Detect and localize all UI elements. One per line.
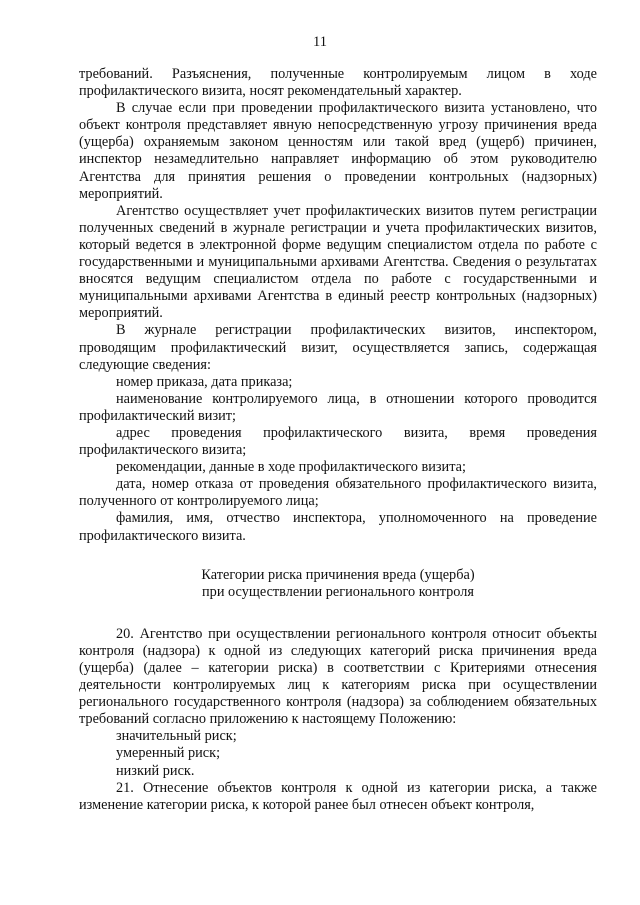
section-heading-line: Категории риска причинения вреда (ущерба) xyxy=(201,566,475,583)
paragraph: 20. Агентство при осуществлении регионального контроля относит объекты контроля (надзора) к одной из следующих категорий риска причинения вреда (ущерба) (далее – категории риска) в соответствии с Критериями отнесения деятельности контролируемых лиц к категориям риска при осуществлении регионального государственного контроля (надзора) за соблюдением обязательных требований согласно приложению к настоящему Положению: xyxy=(79,625,597,728)
document-body xyxy=(79,66,597,814)
list-item: рекомендации, данные в ходе профилактического визита; xyxy=(116,459,466,476)
list-item: наименование контролируемого лица, в отношении которого проводится профилактический визит; xyxy=(79,390,597,424)
paragraph: требований. Разъяснения, полученные контролируемым лицом в ходе профилактического визита, носят рекомендательный характер. xyxy=(79,66,597,100)
paragraph: Агентство осуществляет учет профилактических визитов путем регистрации полученных сведений в журнале регистрации и учета профилактических визитов, который ведется в электронной форме ведущим специалистом отдела по работе с государственными и муниципальными архивами Агентства. Сведения о результатах вносятся ведущим специалистом отдела по работе с государственными и муниципальными архивами Агентства в единый реестр контрольных (надзорных) мероприятий. xyxy=(79,202,597,322)
section-heading-line: при осуществлении регионального контроля xyxy=(202,584,474,601)
paragraph: В случае если при проведении профилактического визита установлено, что объект контроля представляет явную непосредственную угрозу причинения вреда (ущерба) охраняемым законом ценностям или такой вред (ущерб) причинен, инспектор незамедлительно направляет информацию об этом руководителю Агентства для принятия решения о проведении контрольных (надзорных) мероприятий. xyxy=(79,100,597,202)
list-item: номер приказа, дата приказа; xyxy=(116,373,293,390)
paragraph: В журнале регистрации профилактических визитов, инспектором, проводящим профилактический визит, осуществляется запись, содержащая следующие сведения: xyxy=(79,322,597,373)
page-number: 11 xyxy=(313,34,327,50)
list-item: адрес проведения профилактического визита, время проведения профилактического визита; xyxy=(79,424,597,459)
list-item: дата, номер отказа от проведения обязательного профилактического визита, полученного от контролируемого лица; xyxy=(79,476,597,510)
section-heading xyxy=(79,567,597,602)
list-item: значительный риск; xyxy=(116,728,237,745)
paragraph: 21. Отнесение объектов контроля к одной из категории риска, а также изменение категории риска, к которой ранее был отнесен объект контроля, xyxy=(79,779,597,813)
list-item: низкий риск. xyxy=(116,762,195,779)
list-item: умеренный риск; xyxy=(116,745,221,762)
list-item: фамилия, имя, отчество инспектора, уполномоченного на проведение профилактического визита. xyxy=(79,510,597,544)
